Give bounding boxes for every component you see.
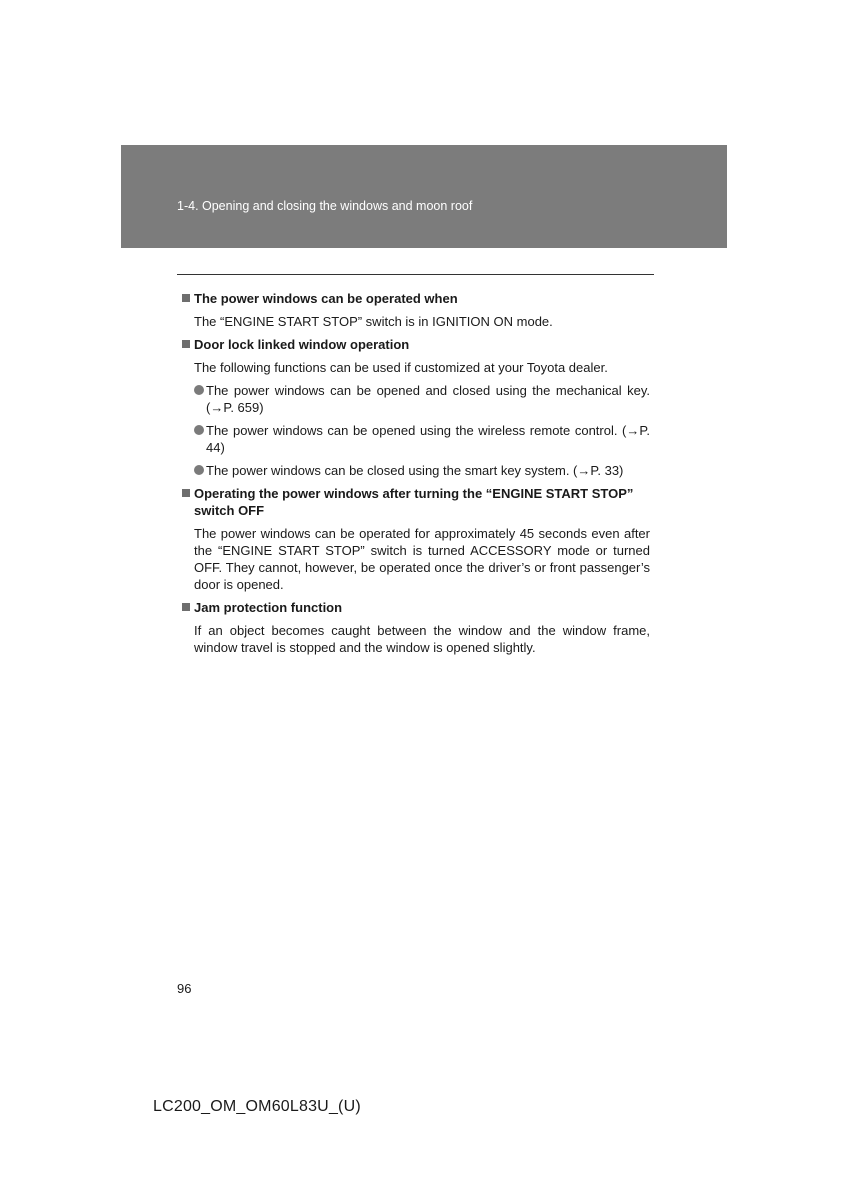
square-bullet-icon <box>182 489 190 497</box>
list-item-text: The power windows can be opened and closed using the mechanical key. (→P. 659) <box>206 383 650 415</box>
section-paragraph: The following functions can be used if customized at your Toyota dealer. <box>194 360 608 375</box>
circle-bullet-icon <box>194 425 204 435</box>
list-item <box>194 422 650 456</box>
section-header-title: 1-4. Opening and closing the windows and moon roof <box>177 199 473 213</box>
square-bullet-icon <box>182 294 190 302</box>
section-heading <box>181 290 650 307</box>
top-divider <box>177 274 654 275</box>
list-item-text: The power windows can be closed using the smart key system. (→P. 33) <box>206 463 624 478</box>
list-item <box>194 382 650 416</box>
section-heading-text: The power windows can be operated when <box>194 291 458 306</box>
section-heading-text: Jam protection function <box>194 600 343 615</box>
square-bullet-icon <box>182 340 190 348</box>
section-heading <box>181 485 650 519</box>
manual-content <box>181 290 650 662</box>
square-bullet-icon <box>182 603 190 611</box>
list-item <box>194 462 650 479</box>
list-item-text: The power windows can be opened using the wireless remote control. (→P. 44) <box>206 423 650 455</box>
page-number: 96 <box>177 981 192 996</box>
section-heading-text: Operating the power windows after turning the “ENGINE START STOP” switch OFF <box>194 486 634 518</box>
section-heading <box>181 336 650 353</box>
section-paragraph: The “ENGINE START STOP” switch is in IGNITION ON mode. <box>194 314 553 329</box>
section-heading-text: Door lock linked window operation <box>194 337 410 352</box>
circle-bullet-icon <box>194 385 204 395</box>
section-heading <box>181 599 650 616</box>
section-power-windows-operated-when <box>181 290 650 330</box>
section-jam-protection <box>181 599 650 656</box>
circle-bullet-icon <box>194 465 204 475</box>
section-paragraph: If an object becomes caught between the window and the window frame, window travel is stopped and the window is opened slightly. <box>194 623 650 655</box>
section-operating-after-off <box>181 485 650 593</box>
section-paragraph: The power windows can be operated for approximately 45 seconds even after the “ENGINE START STOP” switch is turned ACCESSORY mode or turned OFF. They cannot, however, be operated once the driver’s or front passenger’s door is opened. <box>194 526 650 592</box>
document-code: LC200_OM_OM60L83U_(U) <box>153 1098 361 1115</box>
section-header-band <box>121 145 727 248</box>
section-door-lock-linked <box>181 336 650 479</box>
